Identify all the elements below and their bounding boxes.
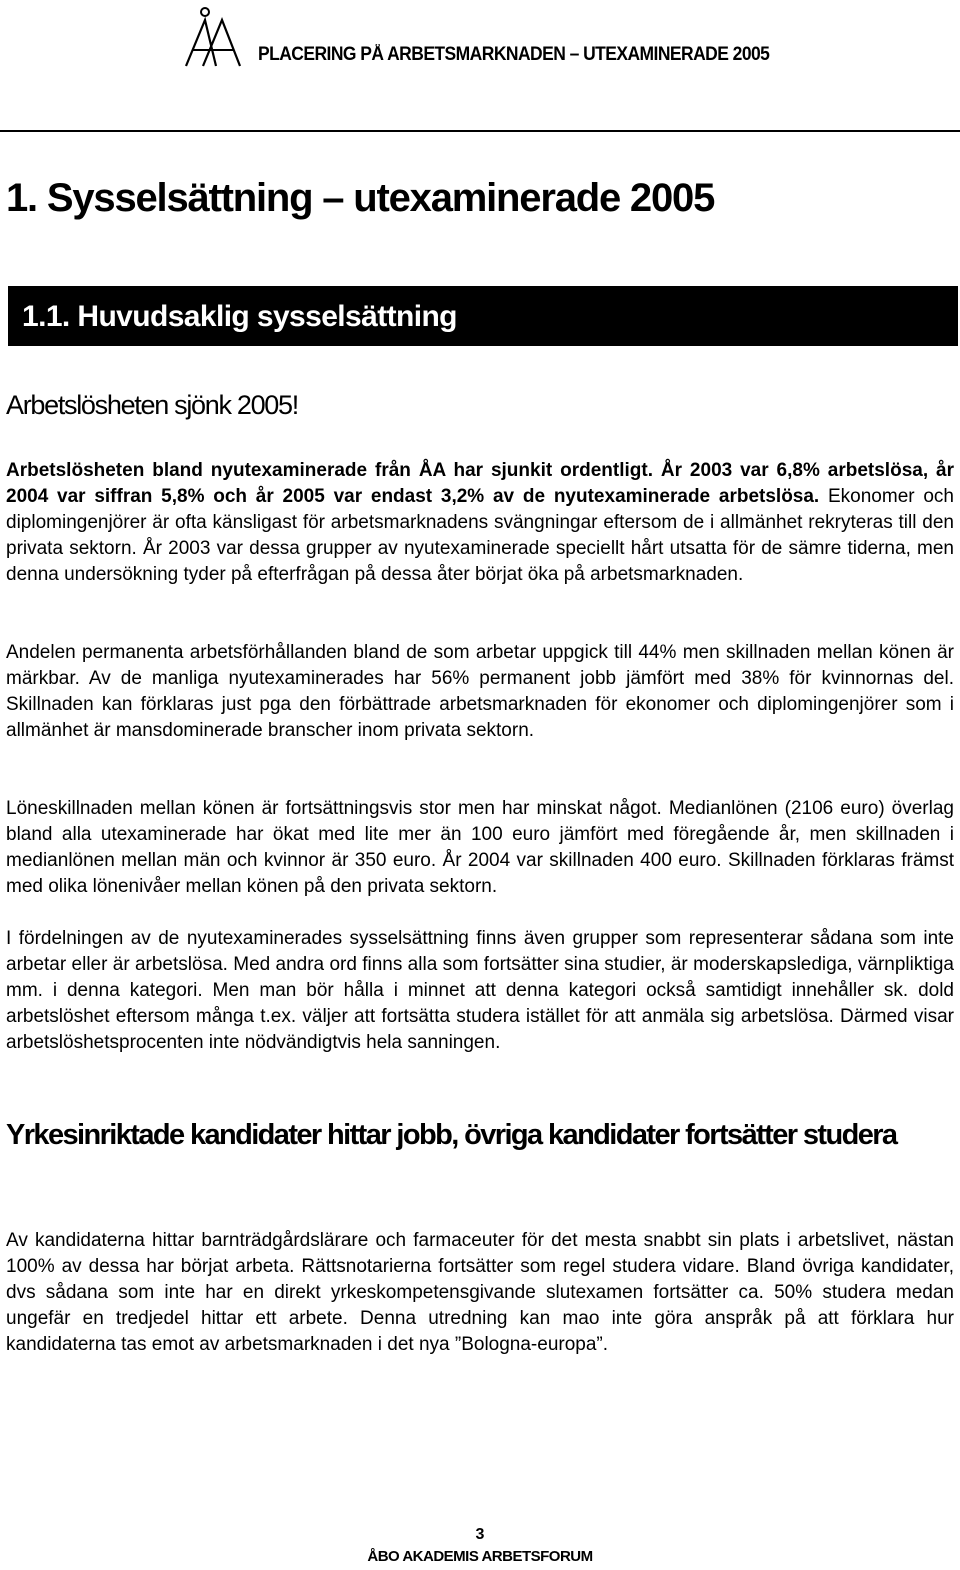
paragraph-bachelors: Av kandidaterna hittar barnträdgårdslärare och farmaceuter för det mesta snabbt sin plats i arbetslivet, nästan 100% av dessa har börjat arbeta. Rättsnotarierna fortsätter som regel studera vidare. Bland övriga kandidater, dvs sådana som inte har en direkt yrkeskompetensgivande slutexamen fortsätter ca. 50% studera medan ungefär en tredjedel hittar ett arbete. Denna utredning kan mao inte göra anspråk på att förklara hur kandidaterna tas emot av arbetsmarknaden i det nya ”Bologna-europa”. <box>6 1230 954 1355</box>
paragraph-salary-gap: Löneskillnaden mellan könen är fortsättningsvis stor men har minskat något. Medianlönen (2106 euro) överlag bland alla utexaminerade har ökat med lite mer än 100 euro jämfört med föregående år, men skillnaden i medianlönen mellan män och kvinnor är 350 euro. År 2004 var skillnaden 400 euro. Skillnaden förklaras främst med olika lönenivåer mellan könen på den privata sektorn. <box>6 798 954 897</box>
paragraph-unemployment <box>6 458 954 588</box>
header-divider <box>0 130 960 132</box>
section-banner <box>8 286 958 346</box>
paragraph-employment-distribution: I fördelningen av de nyutexaminerades sysselsättning finns även grupper som representerar sådana som inte arbetar eller är arbetslösa. Med andra ord finns alla som fortsätter sina studier, är moderskapslediga, värnpliktiga mm. i denna kategori. Men man bör hålla i minnet att denna kategori också samtidigt innehåller sk. dold arbetslöshet eftersom många t.ex. väljer att fortsätta studera istället för att anmäla sig arbetslösa. Därmed visar arbetslöshetsprocenten inte nödvändigtvis hela sanningen. <box>6 928 954 1053</box>
running-title: PLACERING PÅ ARBETSMARKNADEN – UTEXAMINERADE 2005 <box>258 44 770 65</box>
subheading-unemployment: Arbetslösheten sjönk 2005! <box>6 390 298 420</box>
footer-organization: ÅBO AKADEMIS ARBETSFORUM <box>367 1548 593 1565</box>
chapter-title: 1. Sysselsättning – utexaminerade 2005 <box>6 176 715 220</box>
abo-akademi-logo <box>180 4 246 70</box>
subheading-bachelors: Yrkesinriktade kandidater hittar jobb, övriga kandidater fortsätter studera <box>6 1119 897 1151</box>
paragraph-permanent-jobs: Andelen permanenta arbetsförhållanden bland de som arbetar uppgick till 44% men skillnaden mellan könen är märkbar. Av de manliga nyutexaminerades har 56% permanent jobb jämfört med 38% för kvinnornas del. Skillnaden kan förklaras just pga den förbättrade arbetsmarknaden för ekonomer och diplomingenjörer som i allmänhet är mansdominerade branscher inom privata sektorn. <box>6 642 954 741</box>
section-title: 1.1. Huvudsaklig sysselsättning <box>22 300 457 333</box>
paragraph-rest: Ekonomer och diplomingenjörer är ofta känsligast för arbetsmarknadens svängningar eftersom de i allmänhet rekryteras till den privata sektorn. År 2003 var dessa grupper av nyutexaminerade speciellt hårt utsatta för de sämre tiderna, men denna undersökning tyder på efterfrågan på dessa åter börjat öka på arbetsmarknaden. <box>6 486 954 585</box>
page-header <box>0 0 960 132</box>
paragraph-lead: Arbetslösheten bland nyutexaminerade från ÅA har sjunkit ordentligt. År 2003 var 6,8% arbetslösa, år 2004 var siffran 5,8% och år 2005 var endast 3,2% av de nyutexaminerade arbetslösa. <box>6 460 954 507</box>
page-number: 3 <box>475 1526 485 1543</box>
